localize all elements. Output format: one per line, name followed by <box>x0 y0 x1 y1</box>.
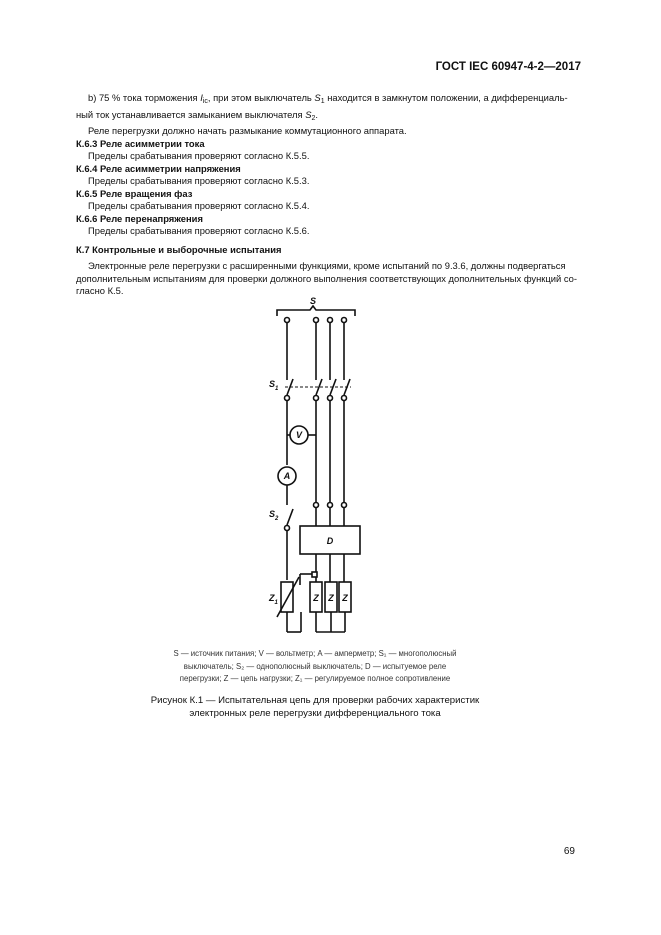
label-z1: $Z_1$ <box>269 593 278 606</box>
caption-line2: электронных реле перегрузки дифференциального тока <box>189 708 441 719</box>
k64-text: Пределы срабатывания проверяют согласно К.5.3. <box>88 175 310 186</box>
k7-line2: дополнительным испытаниям для проверки должного выполнения соответствующих дополнительных функций со- <box>76 272 577 284</box>
label-z-1: Z <box>313 593 319 603</box>
label-a: A <box>283 471 291 481</box>
label-s2: $S_2$ <box>269 509 279 522</box>
label-d: D <box>326 536 334 546</box>
legend-line3: перегрузки; Z — цепь нагрузки; Z₁ — регулируемое полное сопротивление <box>179 674 451 683</box>
label-z-3: Z <box>342 593 348 603</box>
figure-caption <box>120 694 510 720</box>
caption-line1: Рисунок К.1 — Испытательная цепь для проверки рабочих характеристик <box>150 695 480 706</box>
figure-legend <box>150 648 480 686</box>
k65-title: К.6.5 Реле вращения фаз <box>76 187 193 199</box>
k65-text: Пределы срабатывания проверяют согласно К.5.4. <box>88 200 310 211</box>
source-brace <box>277 306 355 316</box>
label-s1: $S_1$ <box>269 379 279 392</box>
k7-title: К.7 Контрольные и выборочные испытания <box>76 243 282 255</box>
k63-text: Пределы срабатывания проверяют согласно К.5.5. <box>88 150 310 161</box>
terminal-3 <box>328 318 333 323</box>
label-v: V <box>295 430 303 440</box>
terminal-4 <box>342 318 347 323</box>
terminal-2 <box>314 318 319 323</box>
item-b-line2: ный ток устанавливается замыканием выключателя $S_2$. <box>76 108 318 122</box>
k63-title: К.6.3 Реле асимметрии тока <box>76 137 205 149</box>
terminal-1 <box>285 318 290 323</box>
k66-title: К.6.6 Реле перенапряжения <box>76 212 203 224</box>
k7-line3: гласно К.5. <box>76 285 124 296</box>
k66-text: Пределы срабатывания проверяют согласно К.5.6. <box>88 225 310 236</box>
k64-title: К.6.4 Реле асимметрии напряжения <box>76 162 241 174</box>
legend-line1: S — источник питания; V — вольтметр; A — амперметр; S₁ — многополюсный <box>173 649 457 658</box>
test-circuit-diagram <box>255 295 375 645</box>
document-header: ГОСТ IEC 60947-4-2—2017 <box>435 61 581 73</box>
label-s: S <box>309 296 317 306</box>
page-number: 69 <box>563 846 575 857</box>
relay-text: Реле перегрузки должно начать размыкание коммутационного аппарата. <box>88 125 407 136</box>
legend-line2: выключатель; S₂ — однополюсный выключатель; D — испытуемое реле <box>183 661 447 671</box>
label-z-2: Z <box>328 593 334 603</box>
k7-line1: Электронные реле перегрузки с расширенными функциями, кроме испытаний по 9.3.6, должны подвергаться <box>88 260 566 271</box>
body-text <box>76 92 582 298</box>
item-b-line1: b) 75 % тока торможения $I_{ic}$, при этом выключатель $S_1$ находится в замкнутом положении, а дифференциаль- <box>88 92 568 105</box>
